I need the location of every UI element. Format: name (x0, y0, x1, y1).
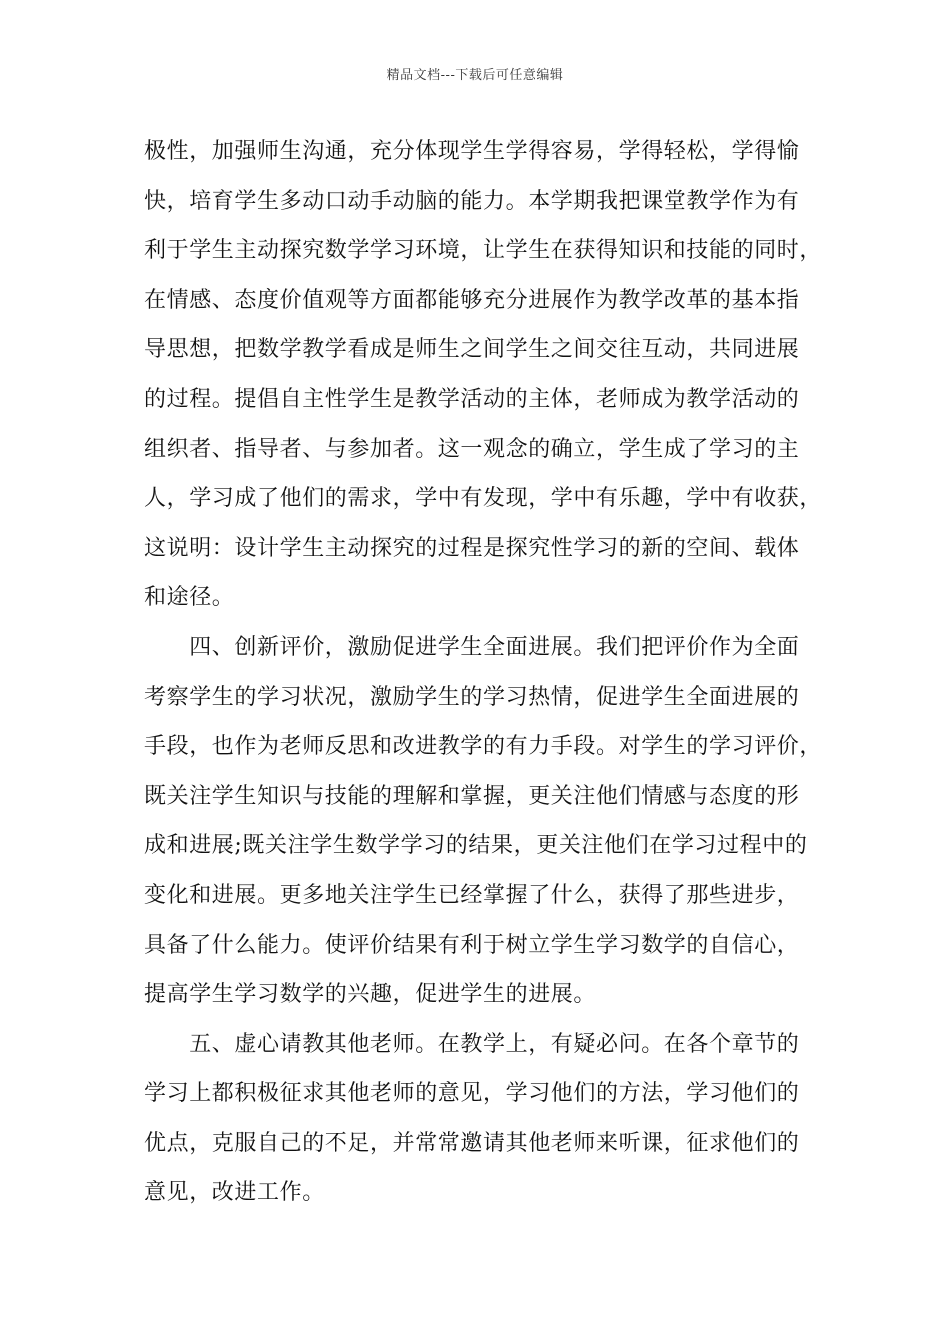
text-line: 这说明：设计学生主动探究的过程是探究性学习的新的空间、载体 (144, 535, 800, 561)
text-line: 成和进展;既关注学生数学学习的结果，更关注他们在学习过程中的 (144, 833, 808, 859)
text-line: 具备了什么能力。使评价结果有利于树立学生学习数学的自信心， (144, 932, 800, 958)
text-line: 五、虚心请教其他老师。在教学上，有疑必问。在各个章节的 (144, 1031, 800, 1057)
page-header: 精品文档---下载后可任意编辑 (386, 68, 564, 83)
text-line: 四、创新评价，激励促进学生全面进展。我们把评价作为全面 (144, 634, 800, 660)
text-line: 快，培育学生多动口动手动脑的能力。本学期我把课堂教学作为有 (144, 188, 800, 214)
text-line: 组织者、指导者、与参加者。这一观念的确立，学生成了学习的主 (144, 436, 800, 462)
text-line: 提高学生学习数学的兴趣，促进学生的进展。 (144, 982, 597, 1008)
text-line: 的过程。提倡自主性学生是教学活动的主体，老师成为教学活动的 (144, 386, 800, 412)
text-line: 意见，改进工作。 (144, 1180, 325, 1206)
text-line: 人，学习成了他们的需求，学中有发现，学中有乐趣，学中有收获， (144, 486, 823, 512)
text-line: 极性，加强师生沟通，充分体现学生学得容易，学得轻松，学得愉 (144, 139, 800, 164)
text-line: 利于学生主动探究数学学习环境，让学生在获得知识和技能的同时， (144, 238, 823, 264)
text-line: 变化和进展。更多地关注学生已经掌握了什么，获得了那些进步， (144, 882, 800, 908)
text-line: 在情感、态度价值观等方面都能够充分进展作为教学改革的基本指 (144, 287, 800, 313)
text-line: 手段，也作为老师反思和改进教学的有力手段。对学生的学习评价， (144, 734, 823, 760)
text-line: 和途径。 (144, 585, 235, 611)
text-line: 考察学生的学习状况，激励学生的学习热情，促进学生全面进展的 (144, 684, 800, 710)
text-line: 既关注学生知识与技能的理解和掌握，更关注他们情感与态度的形 (144, 783, 800, 809)
text-line: 导思想，把数学教学看成是师生之间学生之间交往互动，共同进展 (144, 337, 800, 363)
text-line: 学习上都积极征求其他老师的意见，学习他们的方法，学习他们的 (144, 1081, 800, 1107)
text-line: 优点，克服自己的不足，并常常邀请其他老师来听课，征求他们的 (144, 1130, 800, 1156)
document-body (144, 132, 834, 1223)
